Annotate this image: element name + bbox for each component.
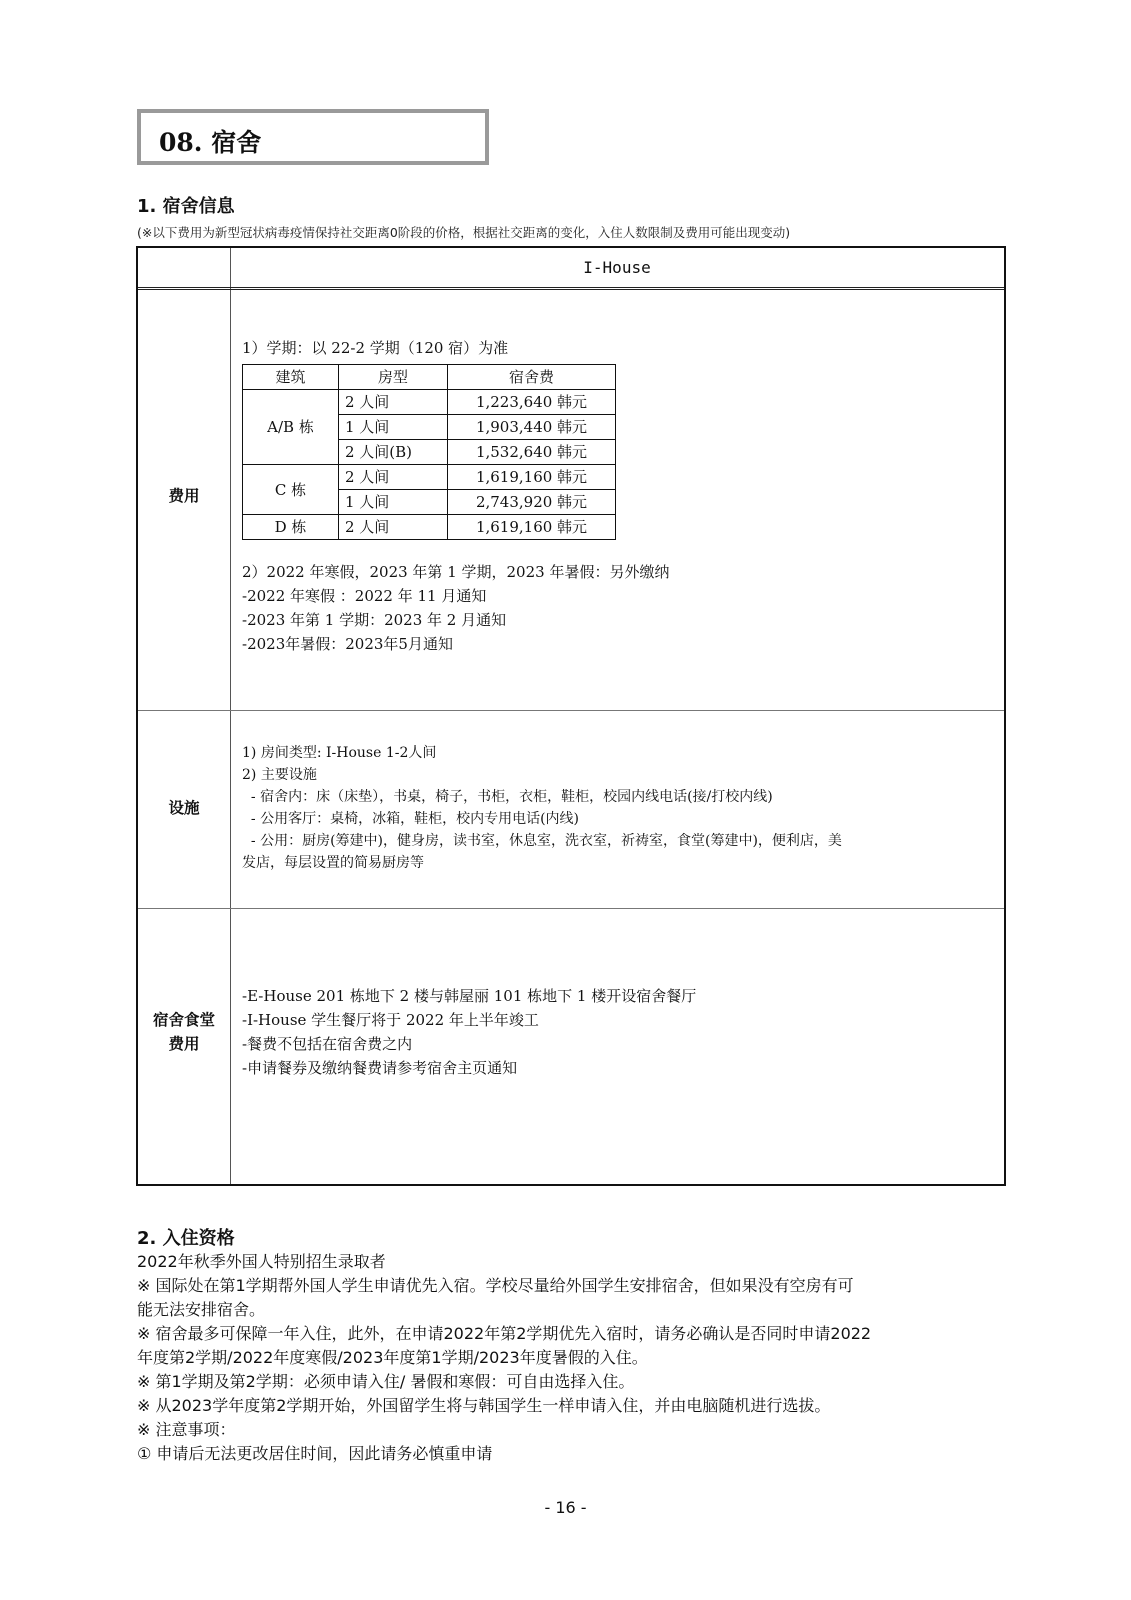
facility-line: 1) 房间类型: I-House 1-2人间 xyxy=(242,745,437,761)
fees-note-line: -2023年暑假：2023年5月通知 xyxy=(242,635,453,653)
fee-disclaimer: (※以下费用为新型冠状病毒疫情保持社交距离0阶段的价格，根据社交距离的变化，入住人数限制及费用可能出现变动) xyxy=(137,225,791,240)
table-row xyxy=(243,390,616,415)
section-title-box xyxy=(137,109,489,165)
cafeteria-label-line: 宿舍食堂 xyxy=(152,1011,215,1029)
cafeteria-label xyxy=(138,1008,230,1056)
eligibility-line: 2022年秋季外国人特别招生录取者 xyxy=(137,1252,386,1271)
eligibility-line: ※ 从2023学年度第2学期开始，外国留学生将与韩国学生一样申请入住，并由电脑随机进行选拔。 xyxy=(137,1396,831,1415)
section-title: 08. 宿舍 xyxy=(159,128,262,157)
building-cell: A/B 栋 xyxy=(243,390,339,465)
facilities-label: 设施 xyxy=(168,799,200,817)
eligibility-line: ※ 第1学期及第2学期：必须申请入住/ 暑假和寒假：可自由选择入住。 xyxy=(137,1372,635,1391)
row-divider xyxy=(138,908,1004,909)
facility-line: 2) 主要设施 xyxy=(242,767,317,783)
eligibility-content xyxy=(137,1250,1007,1466)
fee-cell: 1,903,440 韩元 xyxy=(448,415,616,440)
fee-cell: 1,619,160 韩元 xyxy=(448,515,616,540)
cafeteria-line: -E-House 201 栋地下 2 楼与韩屋丽 101 栋地下 1 楼开设宿舍餐厅 xyxy=(242,987,697,1005)
cafeteria-line: -餐费不包括在宿舍费之内 xyxy=(242,1035,413,1053)
fee-cell: 1,223,640 韩元 xyxy=(448,390,616,415)
column-header: 宿舍费 xyxy=(448,365,616,390)
eligibility-line: ※ 国际处在第1学期帮外国人学生申请优先入宿。学校尽量给外国学生安排宿舍，但如果没有空房有可 xyxy=(137,1276,854,1295)
room-cell: 2 人间(B) xyxy=(339,440,448,465)
facility-line: - 宿舍内：床（床垫），书桌，椅子，书柜，衣柜，鞋柜，校园内线电话(接/打校内线) xyxy=(242,789,773,805)
cafeteria-label-line: 费用 xyxy=(168,1035,200,1053)
cafeteria-line: -申请餐券及缴纳餐费请参考宿舍主页通知 xyxy=(242,1059,518,1077)
table-row xyxy=(243,465,616,490)
fees-note-line: -2023 年第 1 学期：2023 年 2 月通知 xyxy=(242,611,507,629)
facilities-content xyxy=(242,742,994,874)
cafeteria-line: -I-House 学生餐厅将于 2022 年上半年竣工 xyxy=(242,1011,539,1029)
column-header: 房型 xyxy=(339,365,448,390)
room-cell: 1 人间 xyxy=(339,415,448,440)
fee-cell: 1,532,640 韩元 xyxy=(448,440,616,465)
eligibility-line: ① 申请后无法更改居住时间，因此请务必慎重申请 xyxy=(137,1444,493,1463)
fees-notes xyxy=(242,560,994,656)
column-header: 建筑 xyxy=(243,365,339,390)
eligibility-line: ※ 宿舍最多可保障一年入住，此外，在申请2022年第2学期优先入宿时，请务必确认是否同时申请2022 xyxy=(137,1324,872,1343)
fees-intro: 1）学期：以 22-2 学期（120 宿）为准 xyxy=(242,339,509,357)
room-cell: 2 人间 xyxy=(339,515,448,540)
column-divider xyxy=(230,248,231,1184)
fees-note-line: 2）2022 年寒假，2023 年第 1 学期，2023 年暑假：另外缴纳 xyxy=(242,563,670,581)
room-cell: 1 人间 xyxy=(339,490,448,515)
page-number: - 16 - xyxy=(544,1498,587,1517)
fees-label: 费用 xyxy=(168,487,200,505)
facility-line: 发店，每层设置的简易厨房等 xyxy=(242,855,424,871)
fees-note-line: -2022 年寒假 ：2022 年 11 月通知 xyxy=(242,587,487,605)
dorm-info-table xyxy=(136,246,1006,1186)
table-header-ihouse: I-House xyxy=(583,258,651,277)
table-row xyxy=(243,515,616,540)
building-cell: C 栋 xyxy=(243,465,339,515)
room-cell: 2 人间 xyxy=(339,465,448,490)
room-cell: 2 人间 xyxy=(339,390,448,415)
row-divider xyxy=(138,710,1004,711)
header-divider xyxy=(138,287,1004,290)
table-row xyxy=(243,365,616,390)
heading-eligibility: 2. 入住资格 xyxy=(137,1228,235,1249)
fee-cell: 2,743,920 韩元 xyxy=(448,490,616,515)
facility-line: - 公用客厅：桌椅，冰箱，鞋柜，校内专用电话(内线) xyxy=(242,811,580,827)
eligibility-line: 年度第2学期/2022年度寒假/2023年度第1学期/2023年度暑假的入住。 xyxy=(137,1348,648,1367)
facility-line: - 公用：厨房(筹建中)，健身房，读书室，休息室，洗衣室，祈祷室，食堂(筹建中)，便利店，美 xyxy=(242,833,842,849)
fee-cell: 1,619,160 韩元 xyxy=(448,465,616,490)
building-cell: D 栋 xyxy=(243,515,339,540)
heading-dorm-info: 1. 宿舍信息 xyxy=(137,196,235,217)
fee-table xyxy=(242,364,616,540)
cafeteria-content xyxy=(242,984,994,1080)
eligibility-line: 能无法安排宿舍。 xyxy=(137,1300,266,1319)
eligibility-line: ※ 注意事项： xyxy=(137,1420,236,1439)
